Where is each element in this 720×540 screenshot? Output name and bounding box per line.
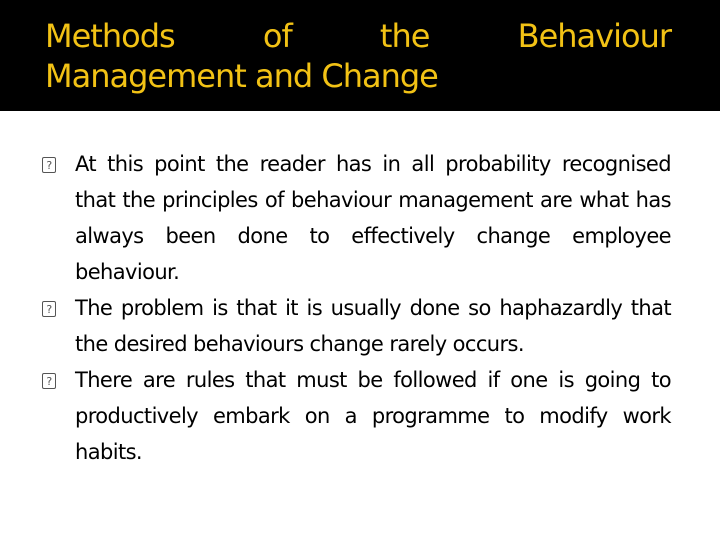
bullet-item [42, 362, 671, 470]
bullet-box-icon: ? [42, 157, 56, 173]
slide-title [45, 16, 671, 96]
bullet-list [42, 146, 671, 470]
bullet-text: At this point the reader has in all probability recognised that the principles of behaviour management are what has always been done to effectively change employee behaviour. [75, 152, 671, 284]
bullet-text: The problem is that it is usually done so haphazardly that the desired behaviours change rarely occurs. [75, 296, 671, 356]
bullet-item [42, 146, 671, 290]
bullet-box-icon: ? [42, 373, 56, 389]
bullet-item [42, 290, 671, 362]
bullet-text: There are rules that must be followed if one is going to productively embark on a programme to modify work habits. [75, 368, 671, 464]
slide-title-line-2: Management and Change [45, 57, 438, 95]
slide-title-line-1: Methods of the Behaviour [45, 17, 671, 55]
title-bar [0, 0, 720, 111]
bullet-box-icon: ? [42, 301, 56, 317]
